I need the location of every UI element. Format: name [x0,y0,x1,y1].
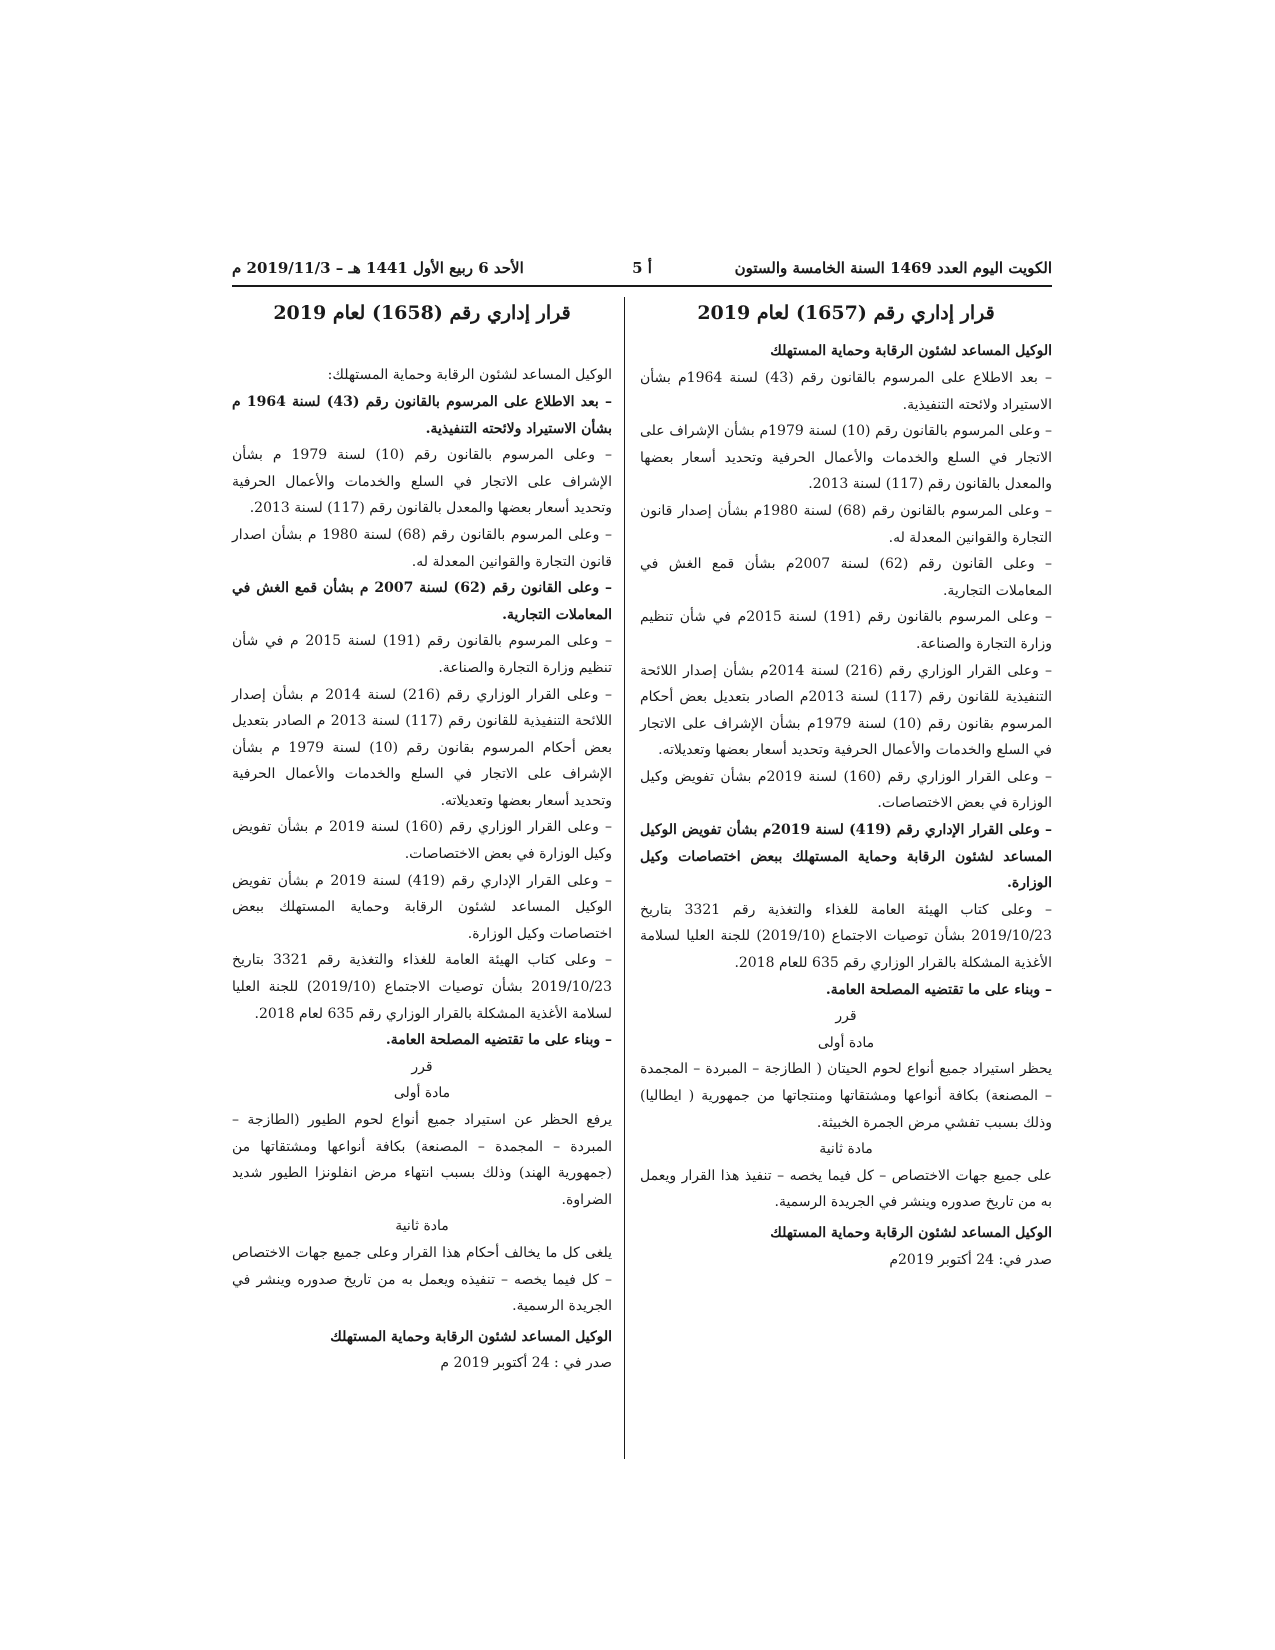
clause: – وعلى المرسوم بالقانون رقم (191) لسنة 2015 م في شأن تنظيم وزارة التجارة والصناعة. [232,633,612,676]
signer: الوكيل المساعد لشئون الرقابة وحماية المستهلك [330,1328,612,1345]
decision-1657-title: قرار إداري رقم (1657) لعام 2019 [697,302,995,324]
column-divider [624,297,625,1459]
clause: – وعلى المرسوم بالقانون رقم (68) لسنة 1980م بشأن إصدار قانون التجارة والقوانين المعدلة له. [640,502,1052,546]
clause: – وعلى القانون رقم (62) لسنة 2007م بشأن قمع الغش في المعاملات التجارية. [640,556,1052,599]
clause: – وعلى المرسوم بالقانون رقم (68) لسنة 1980 م بشأن اصدار قانون التجارة والقوانين المعدلة له. [232,526,612,570]
clause: – وعلى القرار الإداري رقم (419) لسنة 2019 م بشأن تفويض الوكيل المساعد لشئون الرقابة وحماية المستهلك ببعض اختصاصات وكيل الوزارة. [232,872,612,942]
clause: – وعلى كتاب الهيئة العامة للغذاء والتغذية رقم 3321 بتاريخ 2019/10/23 بشأن توصيات الاجتماع (2019/10) للجنة العليا لسلامة الأغذية المشكلة بالقرار الوزاري رقم 635 للعام 2018. [640,901,1052,972]
clause: – وعلى المرسوم بالقانون رقم (10) لسنة 1979 م بشأن الإشراف على الاتجار في السلع والخدمات والأعمال الحرفية وتحديد أسعار بعضها والمعدل بالقانون رقم (117) لسنة 2013. [232,447,612,517]
article-1-title: مادة أولى [393,1085,451,1102]
header-date: الأحد 6 ربيع الأول 1441 هـ – 2019/11/3 م [232,259,524,277]
decision-1658-title: قرار إداري رقم (1658) لعام 2019 [273,302,571,324]
issue-date: صدر في: 24 أكتوبر 2019م [889,1251,1052,1268]
decision-1658 [232,298,612,1377]
clause: – وعلى القانون رقم (62) لسنة 2007 م بشأن قمع الغش في المعاملات التجارية. [232,580,613,623]
decision-1657-preamble: الوكيل المساعد لشئون الرقابة وحماية المستهلك [770,343,1052,360]
article-1-text: يرفع الحظر عن استيراد جميع أنواع لحوم الطيور (الطازجة – المبردة – المجمدة – المصنعة) بكافة أنواعها ومشتقاتها من (جمهورية الهند) وذلك بسبب انتهاء مرض انفلونزا الطيور شديد الضراوة. [232,1112,612,1208]
article-1-text: يحظر استيراد جميع أنواع لحوم الحيتان ( الطازجة – المبردة – المجمدة – المصنعة) بكافة أنواعها ومشتقاتها ومنتجاتها من جمهورية ( ايطاليا) وذلك بسبب تفشي مرض الجمرة الخبيثة. [640,1061,1052,1131]
page-header [232,255,1052,287]
header-publication: الكويت اليوم العدد 1469 السنة الخامسة والستون [734,259,1052,277]
clause: – وعلى القرار الوزاري رقم (216) لسنة 2014م بشأن إصدار اللائحة التنفيذية للقانون رقم (117) لسنة 2013م الصادر بتعديل بعض أحكام المرسوم بقانون رقم (10) لسنة 1979م بشأن الإشراف على الاتجار في السلع والخدمات والأعمال الحرفية وتحديد أسعار بعضها وتعديلاته. [640,662,1053,759]
article-2-title: مادة ثانية [395,1218,449,1235]
clause: – بعد الاطلاع على المرسوم بالقانون رقم (43) لسنة 1964 م بشأن الاستيراد ولائحته التنفيذية. [232,393,613,437]
decided-heading: قرر [835,1008,857,1025]
article-1-title: مادة أولى [817,1034,875,1051]
article-2-text: يلغى كل ما يخالف أحكام هذا القرار وعلى جميع جهات الاختصاص – كل فيما يخصه – تنفيذه ويعمل به من تاريخ صدوره وينشر في الجريدة الرسمية. [232,1244,612,1315]
signer: الوكيل المساعد لشئون الرقابة وحماية المستهلك [770,1224,1052,1241]
decision-1657 [640,298,1052,1273]
clause: – وعلى القرار الوزاري رقم (160) لسنة 2019 م بشأن تفويض وكيل الوزارة في بعض الاختصاصات. [232,819,612,863]
clause: – وعلى القرار الإداري رقم (419) لسنة 2019م بشأن تفويض الوكيل المساعد لشئون الرقابة وحماية المستهلك ببعض اختصاصات وكيل الوزارة. [640,822,1052,892]
clause: – وعلى القرار الوزاري رقم (160) لسنة 2019م بشأن تفويض وكيل الوزارة في بعض الاختصاصات. [640,768,1052,812]
clause: – وعلى كتاب الهيئة العامة للغذاء والتغذية رقم 3321 بتاريخ 2019/10/23 بشأن توصيات الاجتماع (2019/10) للجنة العليا لسلامة الأغذية المشكلة بالقرار الوزاري رقم 635 لعام 2018. [232,952,613,1022]
article-2-text: على جميع جهات الاختصاص – كل فيما يخصه – تنفيذ هذا القرار ويعمل به من تاريخ صدوره وينشر في الجريدة الرسمية. [640,1167,1052,1211]
clause: – وبناء على ما تقتضيه المصلحة العامة. [385,1032,612,1049]
header-page-number: أ 5 [632,259,652,277]
decision-1658-preamble: الوكيل المساعد لشئون الرقابة وحماية المستهلك: [327,367,612,384]
clause: – وبناء على ما تقتضيه المصلحة العامة. [825,981,1052,998]
clause: – وعلى المرسوم بالقانون رقم (191) لسنة 2015م في شأن تنظيم وزارة التجارة والصناعة. [640,609,1052,652]
decided-heading: قرر [411,1058,433,1075]
clause: – وعلى القرار الوزاري رقم (216) لسنة 2014 م بشأن إصدار اللائحة التنفيذية للقانون رقم (117) لسنة 2013 م الصادر بتعديل بعض أحكام المرسوم بقانون رقم (10) لسنة 1979 م بشأن الإشراف على الاتجار في السلع والخدمات والأعمال الحرفية وتحديد أسعار بعضها وتعديلاته. [232,686,612,809]
issue-date: صدر في : 24 أكتوبر 2019 م [440,1355,612,1372]
clause: – بعد الاطلاع على المرسوم بالقانون رقم (43) لسنة 1964م بشأن الاستيراد ولائحته التنفيذية. [640,369,1052,413]
article-2-title: مادة ثانية [819,1141,873,1158]
clause: – وعلى المرسوم بالقانون رقم (10) لسنة 1979م بشأن الإشراف على الاتجار في السلع والخدمات والأعمال الحرفية وتحديد أسعار بعضها والمعدل بالقانون رقم (117) لسنة 2013. [640,423,1052,493]
